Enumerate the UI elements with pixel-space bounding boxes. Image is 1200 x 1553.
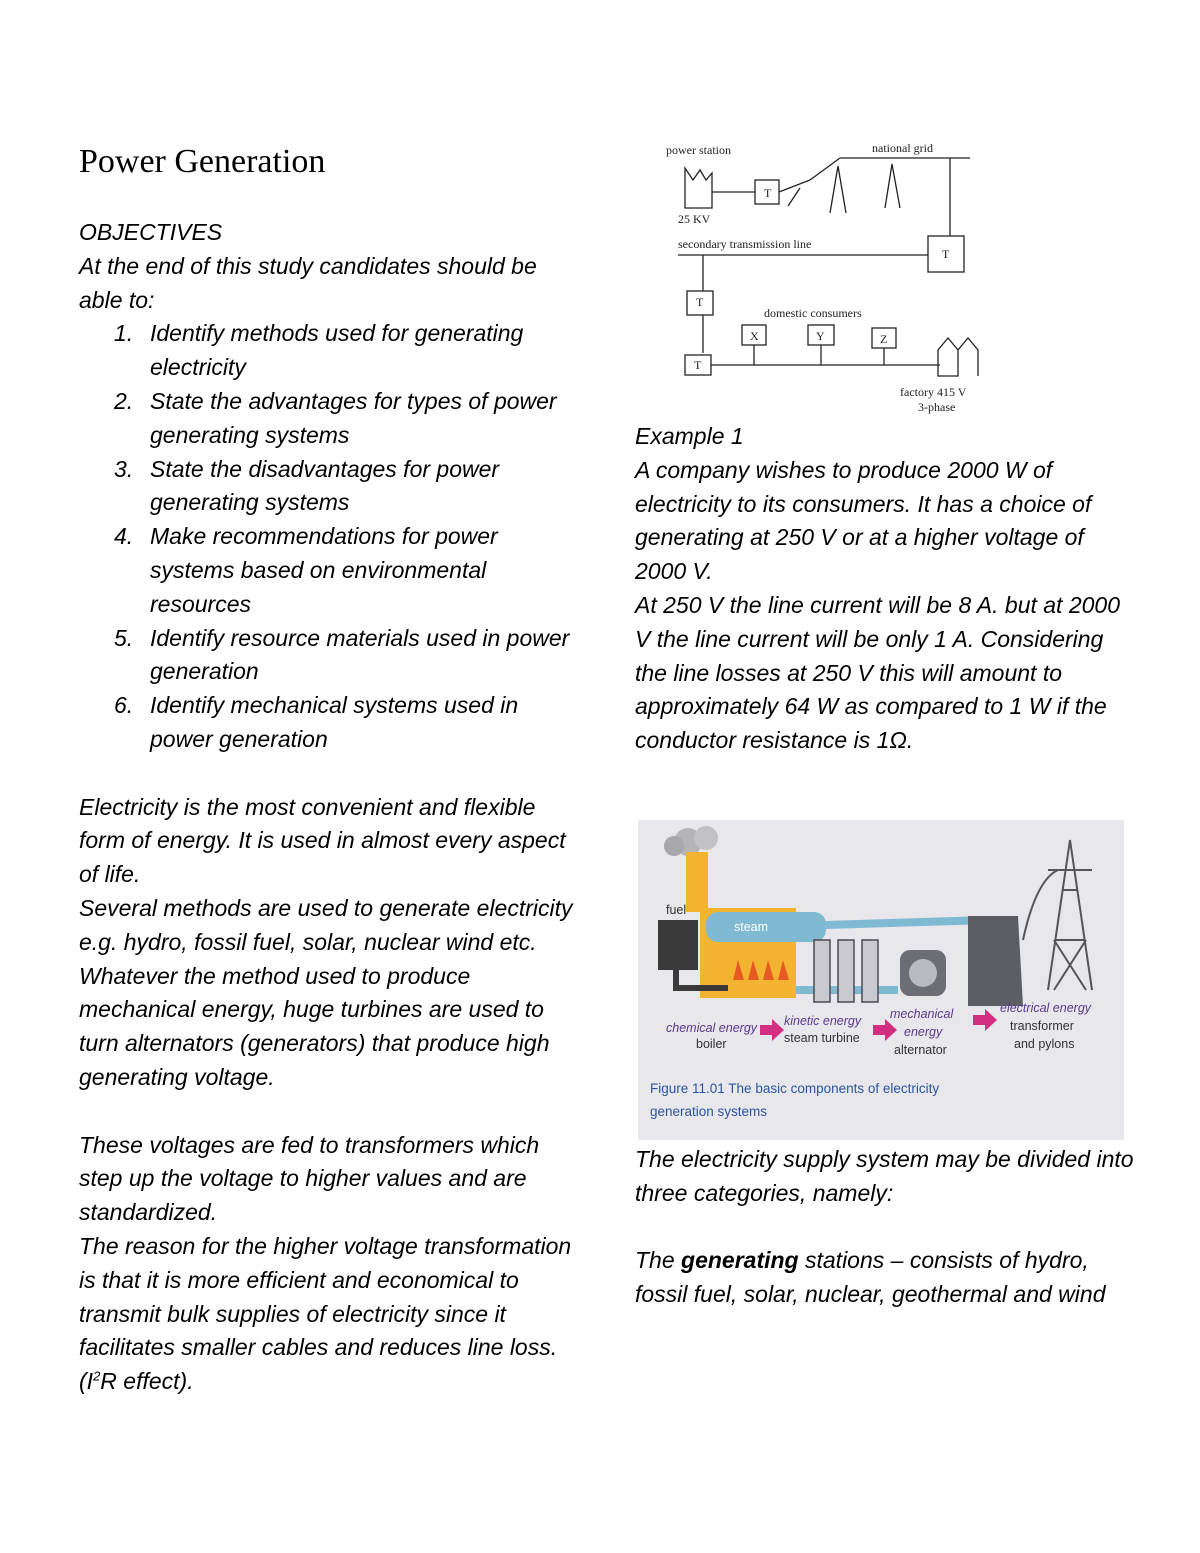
power-station-label: power station [666, 143, 731, 157]
list-item [79, 317, 579, 385]
list-number: 4. [114, 523, 134, 550]
example-paragraph-1: A company wishes to produce 2000 W of electricity to its consumers. It has a choice of generating at 250 V or at a higher voltage of 2000 V. [635, 456, 1092, 585]
list-number: 6. [114, 692, 134, 719]
example-heading: Example 1 [635, 423, 744, 449]
list-item [79, 520, 579, 621]
list-text: Make recommendations for power systems based on environmental resources [150, 523, 498, 617]
generation-figure [638, 820, 1124, 1140]
national-grid-label: national grid [872, 141, 933, 155]
svg-text:T: T [942, 247, 950, 261]
paragraph-electricity: Electricity is the most convenient and flexible form of energy. It is used in almost every aspect of life. [79, 793, 566, 888]
objectives-heading: OBJECTIVES [79, 219, 223, 245]
kv-label: 25 KV [678, 212, 711, 226]
objectives-list [79, 317, 579, 756]
list-number: 3. [114, 455, 134, 482]
transmission-diagram [660, 138, 1010, 420]
svg-text:T: T [764, 186, 772, 200]
paragraph-methods: Several methods are used to generate electricity e.g. hydro, fossil fuel, solar, nuclear wind etc. Whatever the method used to produce mechanical energy, huge turbines are used to turn alternators (generators) that produce high generating voltage. [79, 894, 573, 1090]
list-number: 5. [114, 624, 134, 651]
svg-text:transformer: transformer [1010, 1019, 1074, 1033]
factory-icon [938, 338, 978, 376]
supply-paragraph: The electricity supply system may be divided into three categories, namely: [635, 1146, 1134, 1206]
paragraph-reason: The reason for the higher voltage transformation is that it is more efficient and economical to transmit bulk supplies of electricity since it facilitates smaller cables and reduces line loss. ($I^2R$ effect). [79, 1232, 572, 1395]
list-text: Identify methods used for generating electricity [150, 320, 524, 381]
page-title: Power Generation [79, 143, 326, 180]
factory-label: factory 415 V [900, 385, 967, 399]
svg-text:Y: Y [816, 329, 825, 343]
list-item [79, 622, 579, 690]
pylon-icon [885, 164, 900, 208]
figure-caption: Figure 11.01 The basic components of electricity [650, 1081, 940, 1096]
svg-text:chemical energy: chemical energy [666, 1021, 758, 1035]
secondary-line-label: secondary transmission line [678, 237, 812, 251]
paragraph-transformers: These voltages are fed to transformers which step up the voltage to higher values and are standardized. [79, 1131, 540, 1226]
objectives-intro: At the end of this study candidates should be able to: [79, 252, 537, 313]
list-text: State the disadvantages for power generating systems [150, 455, 500, 516]
list-text: Identify mechanical systems used in power generation [150, 692, 519, 752]
list-number: 1. [114, 320, 134, 347]
phase-label: 3-phase [918, 400, 956, 414]
supply-block [635, 1143, 1135, 1312]
list-item [79, 453, 579, 521]
svg-text:X: X [750, 329, 759, 343]
turbine-icon [814, 940, 878, 1002]
svg-text:electrical energy: electrical energy [1000, 1001, 1092, 1015]
list-item [79, 689, 579, 757]
svg-text:and pylons: and pylons [1014, 1037, 1075, 1051]
fuel-icon [658, 920, 698, 970]
svg-text:steam: steam [734, 920, 769, 934]
example-paragraph-2: At 250 V the line current will be 8 A. but at 2000 V the line current will be only 1 A. Considering the line losses at 250 V this will amount to approximately 64 W as compared to 1 W if the conductor resistance is 1Ω. [635, 591, 1120, 754]
svg-text:T: T [694, 358, 702, 372]
superscript: 2 [93, 1368, 101, 1384]
transformer-icon [968, 916, 1023, 1006]
domestic-label: domestic consumers [764, 306, 862, 320]
svg-text:mechanical: mechanical [890, 1007, 954, 1021]
bold-term: generating [681, 1247, 799, 1274]
generating-paragraph: The generating stations – consists of hydro, fossil fuel, solar, nuclear, geothermal and wind [635, 1247, 1106, 1308]
svg-text:alternator: alternator [894, 1043, 947, 1057]
list-text: Identify resource materials used in power generation [150, 624, 570, 685]
svg-text:T: T [696, 295, 704, 309]
svg-text:boiler: boiler [696, 1037, 727, 1051]
svg-text:kinetic energy: kinetic energy [784, 1014, 862, 1028]
example-block [635, 420, 1135, 758]
svg-text:generation systems: generation systems [650, 1104, 768, 1119]
list-number: 2. [114, 387, 134, 414]
svg-text:fuel: fuel [666, 903, 687, 917]
list-text: State the advantages for types of power generating systems [150, 387, 557, 448]
list-item [79, 385, 579, 453]
svg-text:steam turbine: steam turbine [784, 1031, 860, 1045]
left-column [79, 216, 579, 1399]
svg-text:Z: Z [880, 332, 888, 346]
svg-text:energy: energy [904, 1025, 943, 1039]
power-station-icon [685, 168, 712, 208]
pylon-icon [830, 166, 846, 213]
